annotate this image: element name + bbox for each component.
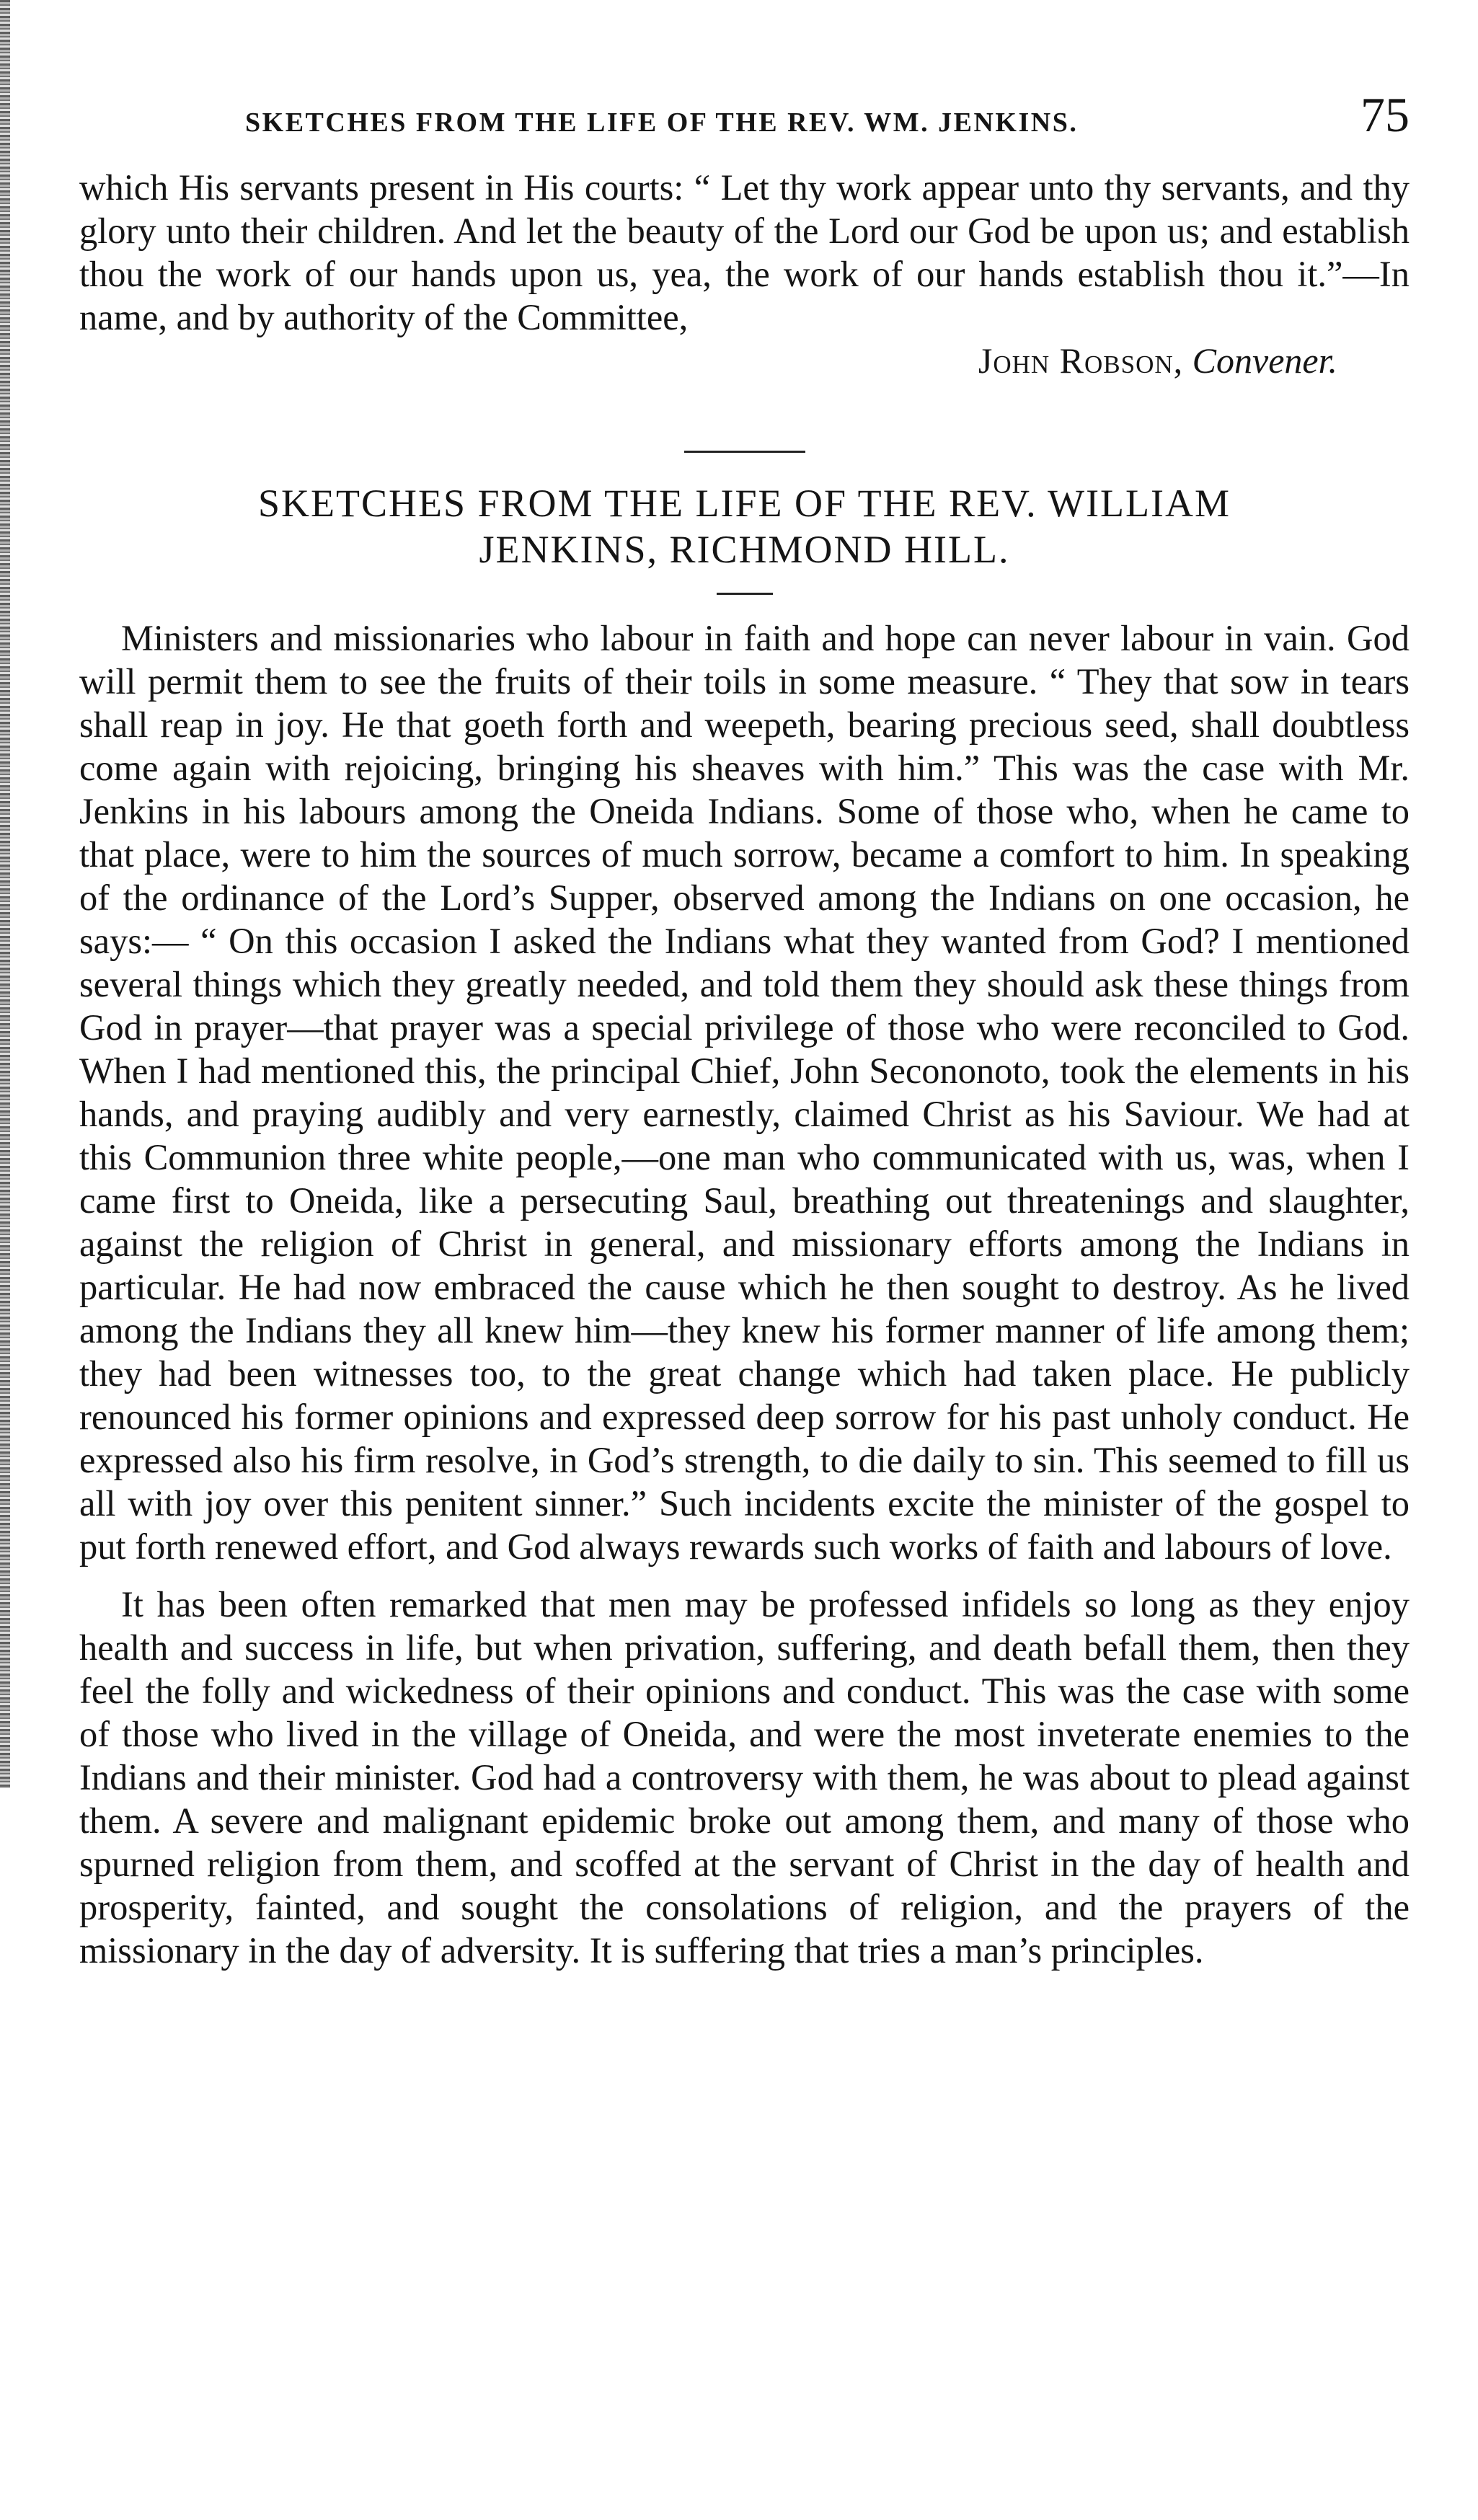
article-paragraph-2: It has been often remarked that men may be professed infidels so long as they enjoy health and success in life, but when privation, suffering, and death befall them, then they feel the folly and wickedness of their opinions and conduct. This was the case with some of those who lived in the village of Oneida, and were the most inveterate enemies to the Indians and their minister. God had a controversy with them, he was about to plead against them. A severe and malignant epidemic broke out among them, and many of those who spurned religion from them, and scoffed at the servant of Christ in the day of health and prosperity, fainted, and sought the consolations of religion, and the prayers of the missionary in the day of adversity. It is suffering that tries a man’s principles.	[79, 1584, 1410, 1971]
signature-title: Convener.	[1192, 340, 1337, 381]
running-head	[79, 87, 1410, 166]
signature-name: John Robson,	[978, 340, 1184, 381]
article-title-line2: JENKINS, RICHMOND HILL.	[479, 528, 1010, 571]
paragraph-gap	[79, 1568, 1410, 1583]
binding-edge	[0, 0, 10, 1788]
opening-paragraph: which His servants present in His courts: “ Let thy work appear unto thy servants, and thy glory unto their children. And let the beauty of the Lord our God be upon us; and establish thou the work of our hands upon us, yea, the work of our hands establish thou it.”—In name, and by authority of the Committee,	[79, 167, 1410, 337]
section-divider	[684, 451, 805, 453]
signature	[79, 339, 1410, 382]
article-paragraph-1: Ministers and missionaries who labour in faith and hope can never labour in vain. God will permit them to see the fruits of their toils in some measure. “ They that sow in tears shall reap in joy. He that goeth forth and weepeth, bearing precious seed, shall doubtless come again with rejoicing, bringing his sheaves with him.” This was the case with Mr. Jenkins in his labours among the Oneida Indians. Some of those who, when he came to that place, were to him the sources of much sorrow, became a comfort to him. In speaking of the ordinance of the Lord’s Supper, observed among the Indians on one occasion, he says:— “ On this occasion I asked the Indians what they wanted from God? I mentioned several things which they greatly needed, and told them they should ask these things from God in prayer—that prayer was a special privilege of those who were reconciled to God. When I had mentioned this, the principal Chief, John Secononoto, took the elements in his hands, and praying audibly and very earnestly, claimed Christ as his Saviour. We had at this Communion three white people,—one man who communicated with us, was, when I came first to Oneida, like a persecuting Saul, breathing out threatenings and slaughter, against the religion of Christ in general, and missionary efforts among the Indians in particular. He had now embraced the cause which he then sought to destroy. As he lived among the Indians they all knew him—they knew his former manner of life among them; they had been witnesses too, to the great change which had taken place. He publicly renounced his former opinions and expressed deep sorrow for his past unholy conduct. He expressed also his firm resolve, in God’s strength, to die daily to sin. This seemed to fill us all with joy over this penitent sinner.” Such incidents excite the minister of the gospel to put forth renewed effort, and God always rewards such works of faith and labours of love.	[79, 618, 1410, 1567]
page-number: 75	[1360, 87, 1410, 142]
article-title-line1: SKETCHES FROM THE LIFE OF THE REV. WILLIAM	[257, 482, 1231, 525]
running-title: SKETCHES FROM THE LIFE OF THE REV. WM. JENKINS.	[245, 107, 1079, 138]
page	[79, 87, 1410, 1972]
title-rule	[717, 593, 773, 595]
article-title	[79, 480, 1410, 572]
